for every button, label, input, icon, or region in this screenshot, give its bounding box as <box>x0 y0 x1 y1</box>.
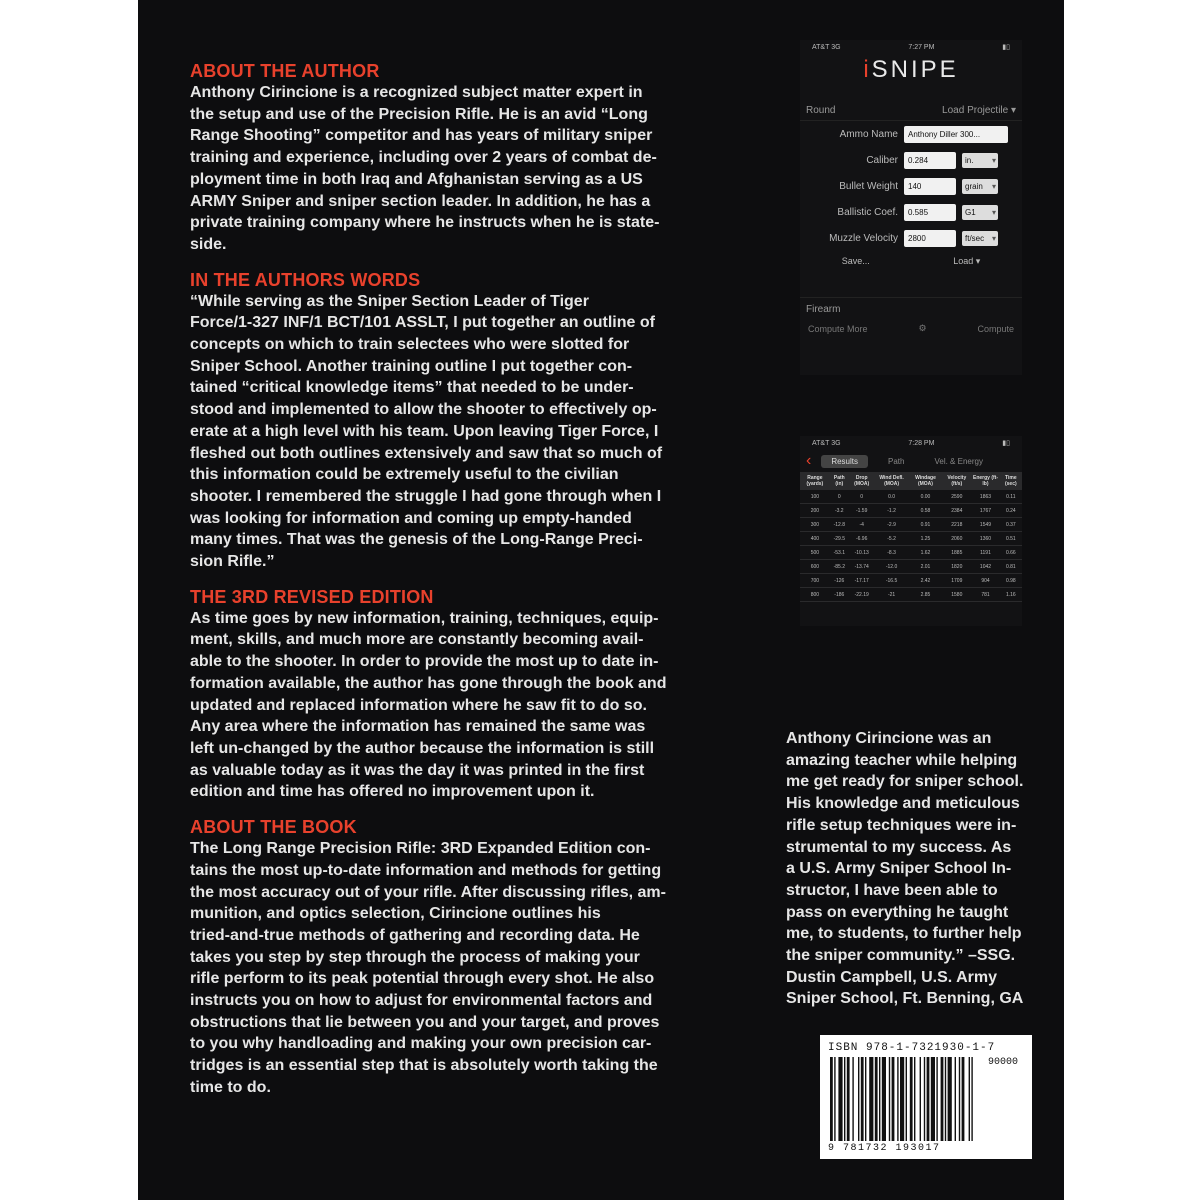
text-line: shooter. I remembered the struggle I had gone through when I <box>190 487 662 505</box>
section-about-book <box>190 816 738 1098</box>
caliber-unit-select[interactable]: in. ▾ <box>962 153 998 168</box>
table-cell: -2.9 <box>875 518 909 532</box>
text-line: training and experience, including over 2 years of combat de- <box>190 149 657 167</box>
text-line: Dustin Campbell, U.S. Army <box>786 968 997 986</box>
text-line: Range Shooting” competitor and has years of military sniper <box>190 127 653 145</box>
barcode-bar <box>892 1057 895 1141</box>
barcode-bar <box>830 1057 833 1141</box>
tab-results[interactable]: Results <box>821 455 868 468</box>
barcode-bar <box>875 1057 878 1141</box>
barcode-bar <box>959 1057 960 1141</box>
table-cell: 0.0 <box>875 490 909 504</box>
back-chevron-icon[interactable]: ‹ <box>806 452 812 469</box>
load-projectile-button[interactable]: Load Projectile ▾ <box>942 104 1016 116</box>
paragraph <box>190 608 738 803</box>
field-ballistic-coef: Ballistic Coef. 0.585 G1 ▾ <box>800 199 1022 225</box>
table-cell: -53.1 <box>830 546 849 560</box>
table-row <box>800 574 1022 588</box>
barcode-bar <box>844 1057 845 1141</box>
text-line: concepts on which to train selectees who were slotted for <box>190 336 630 354</box>
barcode-bar <box>852 1057 853 1141</box>
table-cell: 1863 <box>971 490 999 504</box>
column-header: Windage (MOA) <box>909 472 943 490</box>
table-cell: 200 <box>800 504 830 518</box>
text-line: rifle setup techniques were in- <box>786 816 1017 834</box>
text-line: ployment time in both Iraq and Afghanistan serving as a US <box>190 170 643 188</box>
results-table-body <box>800 490 1022 602</box>
table-cell: 2218 <box>942 518 971 532</box>
text-line: tained “critical knowledge items” that needed to be under- <box>190 379 634 397</box>
table-cell: -4 <box>849 518 875 532</box>
battery-icon: ▮▯ <box>1002 44 1010 51</box>
barcode-bar <box>847 1057 850 1141</box>
table-cell: -12.8 <box>830 518 849 532</box>
clock-label: 7:28 PM <box>908 439 935 447</box>
text-line: this information could be extremely useful to the civilian <box>190 466 619 484</box>
table-cell: 1.25 <box>909 532 943 546</box>
barcode-bar <box>889 1057 890 1141</box>
table-cell: 0.00 <box>909 490 943 504</box>
barcode-bar <box>882 1057 886 1141</box>
compute-row <box>800 315 1022 342</box>
table-cell: 400 <box>800 532 830 546</box>
barcode-bar <box>906 1057 907 1141</box>
barcode-bar <box>858 1057 859 1141</box>
table-cell: 0 <box>849 490 875 504</box>
section-revised-edition <box>190 586 738 803</box>
table-row <box>800 504 1022 518</box>
text-line: updated and replaced information where he saw fit to do so. <box>190 696 647 714</box>
text-line: Any area where the information has remained the same was <box>190 718 646 736</box>
text-line: the most accuracy out of your rifle. After discussing rifles, am- <box>190 883 666 901</box>
table-cell: 0.51 <box>1000 532 1022 546</box>
table-cell: 2384 <box>942 504 971 518</box>
text-line: time to do. <box>190 1078 271 1096</box>
barcode-bars <box>830 1057 1026 1141</box>
column-header: Velocity (ft/s) <box>942 472 971 490</box>
table-cell: -8.3 <box>875 546 909 560</box>
barcode-bar <box>962 1057 965 1141</box>
table-cell: -126 <box>830 574 849 588</box>
table-cell: 1885 <box>942 546 971 560</box>
bullet-weight-input[interactable]: 140 <box>904 178 956 195</box>
barcode-bar <box>900 1057 904 1141</box>
gear-icon[interactable]: ⚙ <box>918 323 927 333</box>
barcode-bar <box>948 1057 952 1141</box>
barcode-bar <box>865 1057 866 1141</box>
barcode-bar <box>861 1057 864 1141</box>
text-line: tried-and-true methods of gathering and recording data. He <box>190 926 640 944</box>
price-addon: 90000 <box>987 1057 1018 1068</box>
testimonial <box>786 728 1064 1010</box>
table-cell: 0.66 <box>1000 546 1022 560</box>
table-cell: 1820 <box>942 560 971 574</box>
table-row <box>800 546 1022 560</box>
text-line: strumental to my success. As <box>786 838 1012 856</box>
barcode-bar <box>924 1057 925 1141</box>
load-button[interactable]: Load ▾ <box>953 255 981 266</box>
table-cell: 0.91 <box>909 518 943 532</box>
table-cell: 0.81 <box>1000 560 1022 574</box>
text-line: His knowledge and meticulous <box>786 795 1020 813</box>
column-header: Energy (ft-lb) <box>971 472 999 490</box>
status-bar <box>800 436 1022 450</box>
text-line: Anthony Cirincione was an <box>786 730 992 747</box>
round-label: Round <box>806 104 836 116</box>
table-cell: 0.24 <box>1000 504 1022 518</box>
text-line: Sniper School. Another training outline I put together con- <box>190 357 633 375</box>
text-line: was looking for information and coming up empty-handed <box>190 509 632 527</box>
barcode-bar <box>931 1057 935 1141</box>
barcode-bar <box>869 1057 873 1141</box>
carrier-label: AT&T 3G <box>812 43 841 51</box>
barcode-bar <box>920 1057 921 1141</box>
paragraph <box>190 291 738 573</box>
table-cell: 0 <box>830 490 849 504</box>
table-cell: -12.0 <box>875 560 909 574</box>
barcode-bar <box>936 1057 937 1141</box>
table-cell: 500 <box>800 546 830 560</box>
field-bullet-weight: Bullet Weight 140 grain ▾ <box>800 173 1022 199</box>
table-cell: -186 <box>830 588 849 602</box>
text-line: Force/1-327 INF/1 BCT/101 ASSLT, I put together an outline of <box>190 314 655 332</box>
save-button[interactable]: Save... <box>841 256 870 266</box>
text-line: tridges is an essential step that is absolutely worth taking the <box>190 1057 658 1075</box>
text-line: edition and time has offered no improvement upon it. <box>190 783 595 801</box>
table-row <box>800 490 1022 504</box>
barcode-bar <box>897 1057 898 1141</box>
column-header: Time (sec) <box>1000 472 1022 490</box>
table-cell: 2.85 <box>909 588 943 602</box>
barcode-bar <box>971 1057 972 1141</box>
text-line: me, to students, to further help <box>786 925 1022 943</box>
table-cell: 0.11 <box>1000 490 1022 504</box>
barcode-bar <box>927 1057 930 1141</box>
barcode-bar <box>941 1057 944 1141</box>
section-heading: ABOUT THE AUTHOR <box>190 61 380 81</box>
text-line: ARMY Sniper and sniper section leader. In addition, he has a <box>190 192 651 210</box>
text-line: takes you step by step through the process of making your <box>190 948 640 966</box>
table-cell: 2590 <box>942 490 971 504</box>
table-cell: 1580 <box>942 588 971 602</box>
status-bar <box>800 40 1022 54</box>
left-column <box>190 60 738 1112</box>
carrier-label: AT&T 3G <box>812 439 841 447</box>
table-cell: 2.42 <box>909 574 943 588</box>
clock-label: 7:27 PM <box>908 43 935 51</box>
table-cell: 800 <box>800 588 830 602</box>
text-line: private training company where he instructs when he is state- <box>190 214 660 232</box>
muzzle-velocity-input[interactable]: 2800 <box>904 230 956 247</box>
text-line: side. <box>190 235 227 253</box>
table-cell: 1709 <box>942 574 971 588</box>
text-line: Sniper School, Ft. Benning, GA <box>786 990 1024 1008</box>
table-cell: 904 <box>971 574 999 588</box>
app-screenshot-results <box>800 436 1022 626</box>
barcode-bar <box>910 1057 913 1141</box>
table-row <box>800 532 1022 546</box>
text-line: tains the most up-to-date information and methods for getting <box>190 861 662 879</box>
text-line: the sniper community.” –SSG. <box>786 947 1016 965</box>
compute-more-button[interactable]: Compute More <box>808 323 868 334</box>
bullet-weight-unit-select[interactable]: grain ▾ <box>962 179 998 194</box>
field-muzzle-velocity: Muzzle Velocity 2800 ft/sec ▾ <box>800 225 1022 251</box>
text-line: left un-changed by the author because the information is still <box>190 739 655 757</box>
barcode-bar <box>834 1057 835 1141</box>
table-cell: -6.96 <box>849 532 875 546</box>
text-line: “While serving as the Sniper Section Leader of Tiger <box>190 292 589 310</box>
text-line: able to the shooter. In order to provide the most up to date in- <box>190 653 659 671</box>
text-line: instructs you on how to adjust for environmental factors and <box>190 992 653 1010</box>
table-cell: 0.98 <box>1000 574 1022 588</box>
column-header: Drop (MOA) <box>849 472 875 490</box>
table-row <box>800 560 1022 574</box>
column-header: Path (in) <box>830 472 849 490</box>
text-line: As time goes by new information, training, techniques, equip- <box>190 609 659 627</box>
text-line: fleshed out both outlines extensively and saw that so much of <box>190 444 663 462</box>
table-cell: 1.62 <box>909 546 943 560</box>
app-screenshot-input <box>800 40 1022 375</box>
text-line: amazing teacher while helping <box>786 751 1018 769</box>
table-cell: 600 <box>800 560 830 574</box>
text-line: structor, I have been able to <box>786 881 998 899</box>
firearm-label: Firearm <box>800 297 1022 315</box>
text-line: the setup and use of the Precision Rifle. He is an avid “Long <box>190 105 648 123</box>
barcode-bar <box>914 1057 915 1141</box>
table-cell: 0.37 <box>1000 518 1022 532</box>
tab-path[interactable]: Path <box>888 456 905 466</box>
table-cell: -13.74 <box>849 560 875 574</box>
column-header: Wind Defl. (MOA) <box>875 472 909 490</box>
results-tabs <box>800 450 1022 472</box>
table-cell: -22.19 <box>849 588 875 602</box>
table-cell: -10.13 <box>849 546 875 560</box>
barcode-bar <box>945 1057 946 1141</box>
barcode-bar <box>955 1057 956 1141</box>
table-cell: 300 <box>800 518 830 532</box>
paragraph <box>190 838 738 1098</box>
field-ammo-name: Ammo Name Anthony Diller 300... <box>800 121 1022 147</box>
section-heading: THE 3RD REVISED EDITION <box>190 586 434 607</box>
text-line: Anthony Cirincione is a recognized subject matter expert in <box>190 84 643 101</box>
round-actions <box>800 251 1022 271</box>
table-cell: -1.59 <box>849 504 875 518</box>
text-line: erate at a high level with his team. Upon leaving Tiger Force, I <box>190 422 659 440</box>
tab-vel-energy[interactable]: Vel. & Energy <box>934 456 983 466</box>
text-line: pass on everything he taught <box>786 903 1009 921</box>
battery-icon: ▮▯ <box>1002 440 1010 447</box>
field-caliber: Caliber 0.284 in. ▾ <box>800 147 1022 173</box>
text-line: stood and implemented to allow the shooter to effectively op- <box>190 401 657 419</box>
table-cell: 1767 <box>971 504 999 518</box>
text-line: obstructions that lie between you and your target, and proves <box>190 1013 660 1031</box>
section-authors-words <box>190 269 738 573</box>
text-line: me get ready for sniper school. <box>786 773 1024 791</box>
text-line: a U.S. Army Sniper School In- <box>786 860 1012 878</box>
table-cell: 2.01 <box>909 560 943 574</box>
barcode-bar <box>969 1057 970 1141</box>
ballistic-coef-input[interactable]: 0.585 <box>904 204 956 221</box>
table-cell: -16.5 <box>875 574 909 588</box>
text-line: to you why handloading and making your own precision car- <box>190 1035 652 1053</box>
table-cell: 1360 <box>971 532 999 546</box>
table-cell: 1.16 <box>1000 588 1022 602</box>
round-section <box>800 100 1022 121</box>
isbn-barcode <box>820 1035 1032 1159</box>
ballistic-coef-unit-select[interactable]: G1 ▾ <box>962 205 998 220</box>
text-line: ment, skills, and much more are constantly becoming avail- <box>190 631 644 649</box>
table-cell: 2060 <box>942 532 971 546</box>
paragraph <box>190 82 738 256</box>
table-header-row <box>800 472 1022 490</box>
caliber-input[interactable]: 0.284 <box>904 152 956 169</box>
table-cell: -17.17 <box>849 574 875 588</box>
text-line: sion Rifle.” <box>190 553 275 571</box>
table-cell: 0.58 <box>909 504 943 518</box>
text-line: rifle perform to its peak potential through every shot. He also <box>190 970 655 988</box>
table-cell: -5.2 <box>875 532 909 546</box>
section-heading: IN THE AUTHORS WORDS <box>190 269 421 290</box>
table-cell: -85.2 <box>830 560 849 574</box>
compute-button[interactable]: Compute <box>977 323 1014 334</box>
table-cell: 100 <box>800 490 830 504</box>
results-table <box>800 472 1022 602</box>
table-cell: 1191 <box>971 546 999 560</box>
barcode-digits: 9 781732 193017 <box>828 1143 941 1154</box>
barcode-bar <box>879 1057 880 1141</box>
text-line: munition, and optics selection, Cirincione outlines his <box>190 905 601 923</box>
section-about-author <box>190 60 738 256</box>
app-logo: iSNIPE <box>863 56 959 83</box>
table-cell: 1042 <box>971 560 999 574</box>
table-row <box>800 588 1022 602</box>
table-cell: 1549 <box>971 518 999 532</box>
ammo-name-input[interactable]: Anthony Diller 300... <box>904 126 1008 143</box>
table-cell: 781 <box>971 588 999 602</box>
table-cell: -1.2 <box>875 504 909 518</box>
table-cell: -21 <box>875 588 909 602</box>
table-cell: -3.2 <box>830 504 849 518</box>
table-cell: -29.5 <box>830 532 849 546</box>
column-header: Range (yards) <box>800 472 830 490</box>
section-heading: ABOUT THE BOOK <box>190 817 357 838</box>
muzzle-velocity-unit-select[interactable]: ft/sec ▾ <box>962 231 998 246</box>
text-line: as valuable today as it was the day it was printed in the first <box>190 761 645 779</box>
table-cell: 700 <box>800 574 830 588</box>
text-line: The Long Range Precision Rifle: 3RD Expanded Edition con- <box>190 840 651 858</box>
table-row <box>800 518 1022 532</box>
text-line: many times. That was the genesis of the Long-Range Preci- <box>190 531 643 549</box>
barcode-bar <box>838 1057 842 1141</box>
isbn-number: ISBN 978-1-7321930-1-7 <box>828 1042 996 1054</box>
text-line: formation available, the author has gone through the book and <box>190 674 667 692</box>
